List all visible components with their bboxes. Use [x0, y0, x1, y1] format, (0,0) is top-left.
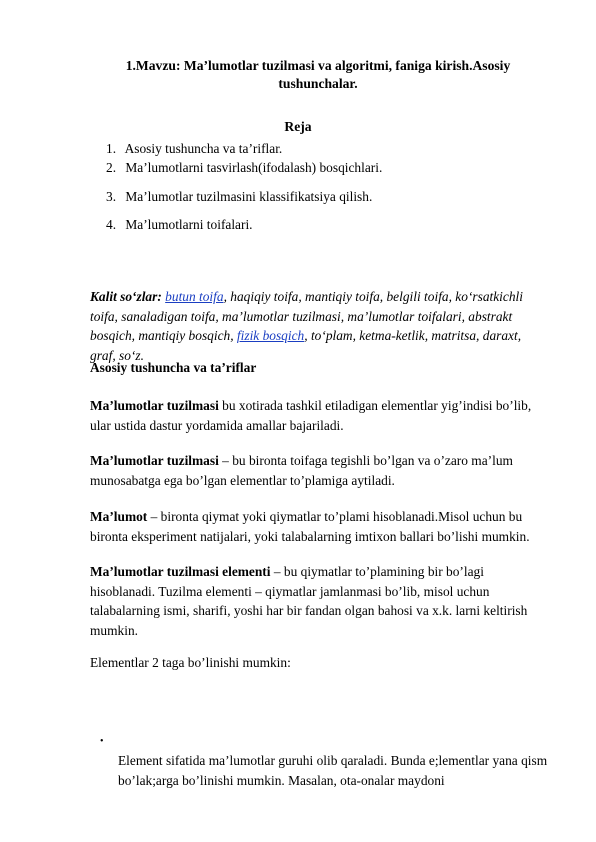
title-line-2: tushunchalar.: [278, 76, 358, 91]
plan-item-number: 3.: [106, 189, 117, 204]
plan-item: [106, 141, 282, 157]
term: Ma’lumotlar tuzilmasi: [90, 398, 219, 413]
term: Ma’lumotlar tuzilmasi elementi: [90, 564, 271, 579]
plan-item-text: Ma’lumotlarni toifalari.: [125, 217, 253, 232]
plan-item-text: Ma’lumotlarni tasvirlash(ifodalash) bosqichlari.: [125, 160, 383, 175]
elements-intro: Elementlar 2 taga bo’linishi mumkin:: [90, 655, 291, 670]
keyword-link-butun-toifa[interactable]: butun toifa: [165, 289, 224, 304]
term: Ma’lumot: [90, 509, 148, 524]
bullet-paragraph: Element sifatida ma’lumotlar guruhi olib qaraladi. Bunda e;lementlar yana qism bo’lak;arga bo’linishi mumkin. Masalan, ota-onalar maydoni: [118, 753, 548, 788]
plan-item-number: 2.: [106, 160, 117, 175]
keywords-text-1: , haqiqiy toifa, mantiqiy toifa, belgili toifa, ko‘rsatkichli toifa, sanaladigan toifa, ma’lumotlar tuzilmasi, ma’lumotlar toifalari, abstrakt bosqich, mantiqiy bosqich,: [90, 289, 523, 343]
plan-item: [106, 217, 253, 233]
keyword-link-fizik-bosqich[interactable]: fizik bosqich: [236, 328, 305, 343]
definition-paragraph: [90, 396, 550, 435]
document-title: [90, 57, 546, 93]
plan-item: [106, 189, 372, 205]
keywords-label: Kalit so‘zlar:: [90, 289, 162, 304]
bullet-icon: •: [100, 736, 104, 747]
definition-text: bu xotirada tashkil etiladigan elementlar yig’indisi bo’lib, ular ustida dastur yordamida amallar bajariladi.: [90, 398, 532, 433]
plan-item-text: Asosiy tushuncha va ta’riflar.: [124, 141, 283, 156]
section-heading: Asosiy tushuncha va ta’riflar: [90, 360, 257, 375]
keywords-text-2: , to‘plam, ketma-ketlik, matritsa, daraxt, graf, so‘z.: [90, 328, 522, 363]
plan-heading: Reja: [284, 119, 312, 134]
definition-text: – bu qiymatlar to’plamining bir bo’lagi hisoblanadi. Tuzilma elementi – qiymatlar jamlanmasi bo’lib, misol uchun talabalarning ismi, sharifi, yoshi har bir fandan olgan bahosi va x.k. larni keltirish mumkin.: [90, 564, 528, 638]
definition-paragraph: [90, 507, 550, 546]
plan-item-number: 4.: [106, 217, 117, 232]
plan-item: [106, 160, 382, 176]
plan-item-number: 1.: [106, 141, 117, 156]
definition-paragraph: [90, 451, 550, 490]
plan-item-text: Ma’lumotlar tuzilmasini klassifikatsiya qilish.: [125, 189, 373, 204]
term: Ma’lumotlar tuzilmasi: [90, 453, 219, 468]
definition-text: – bironta qiymat yoki qiymatlar to’plami hisoblanadi.Misol uchun bu bironta eksperiment natijalari, yoki talabalarning imtixon ballari bo’lishi mumkin.: [90, 509, 530, 544]
definition-paragraph: [90, 562, 550, 640]
definition-text: – bu bironta toifaga tegishli bo’lgan va o’zaro ma’lum munosabatga ega bo’lgan elementlar to’plamiga aytiladi.: [90, 453, 513, 488]
title-line-1: 1.Mavzu: Ma’lumotlar tuzilmasi va algoritmi, faniga kirish.Asosiy: [125, 58, 511, 73]
keywords-paragraph: [90, 287, 550, 365]
